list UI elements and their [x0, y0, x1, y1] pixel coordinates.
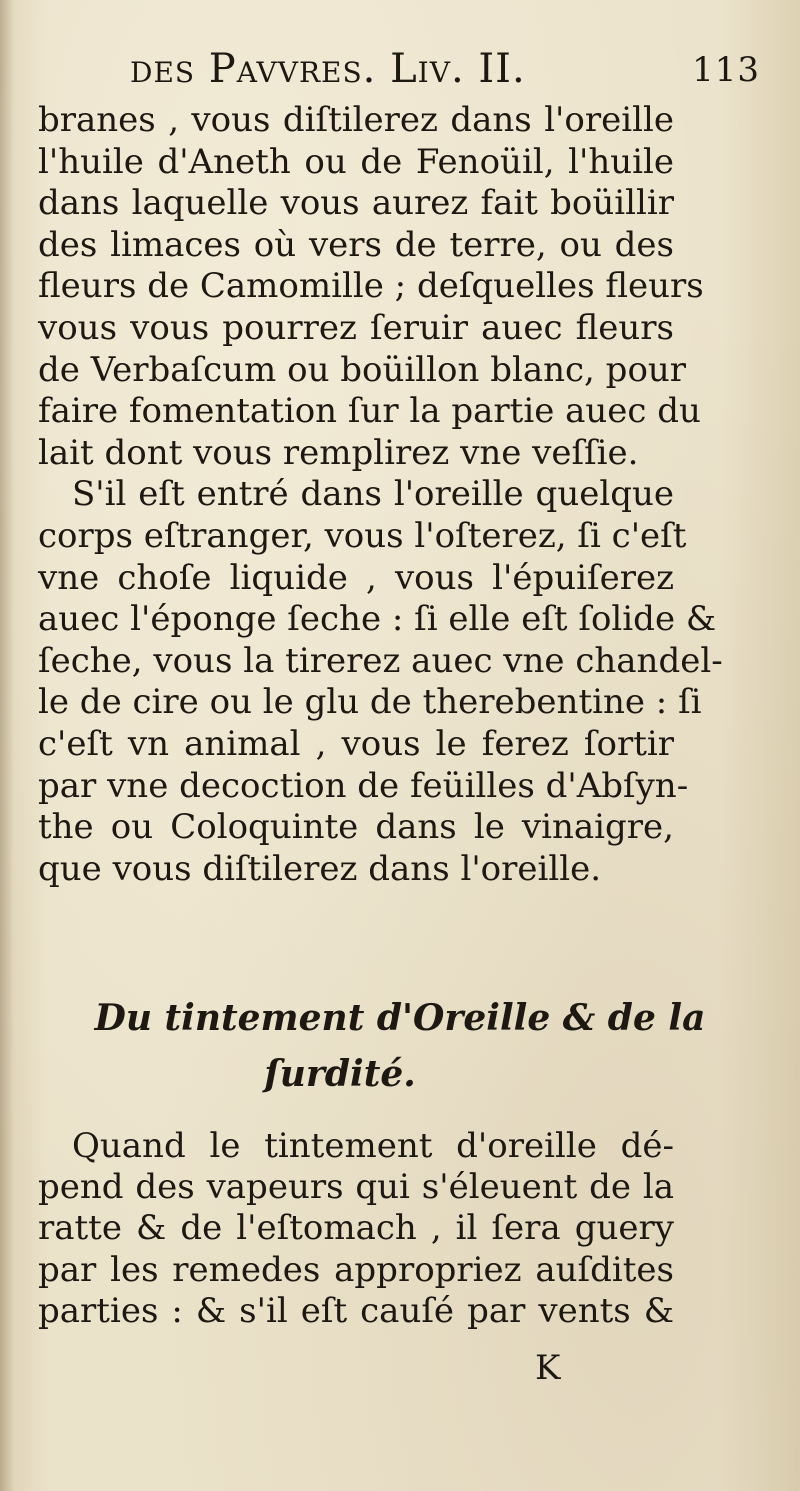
text-block-upper: [38, 100, 723, 890]
running-head: [130, 46, 760, 96]
text-line: auec l'éponge ſeche : ſi elle eſt ſolide &: [38, 599, 717, 640]
text-line: que vous diſtilerez dans l'oreille.: [38, 848, 602, 889]
page-gutter-shadow: [0, 0, 14, 1491]
paragraph-continued: [38, 100, 704, 474]
text-line: faire fomentation ſur la partie auec du: [38, 391, 701, 432]
text-line: des limaces où vers de terre, ou des: [38, 224, 674, 265]
text-line: dans laquelle vous aurez fait boüillir: [38, 183, 674, 224]
text-block-lower: [38, 1126, 674, 1332]
section-heading-line: ſurdité.: [264, 1053, 416, 1095]
text-line: lait dont vous remplirez vne veſſie.: [38, 432, 639, 473]
text-line: de Verbaſcum ou boüillon blanc, pour: [38, 349, 687, 390]
page-number: 113: [692, 50, 760, 90]
paragraph-tinnitus: [38, 1126, 674, 1332]
text-line: parties : & s'il eſt cauſé par vents &: [38, 1290, 674, 1331]
text-line: Quand le tintement d'oreille dé-: [72, 1126, 674, 1166]
text-line: le de cire ou le glu de therebentine : ſi: [38, 682, 702, 723]
text-line: fleurs de Camomille ; deſquelles fleurs: [38, 266, 704, 307]
catchword: K: [535, 1348, 561, 1388]
running-head-title: des Pavvres. Liv. II.: [130, 46, 526, 92]
text-line: S'il eſt entré dans l'oreille quelque: [72, 474, 674, 515]
text-line: vous vous pourrez ſeruir auec fleurs: [38, 307, 674, 348]
text-line: par les remedes appropriez auſdites: [38, 1249, 674, 1290]
paragraph-foreign-body: [38, 474, 723, 890]
text-line: ſeche, vous la tirerez auec vne chandel-: [38, 640, 723, 681]
section-heading: [0, 990, 800, 1102]
section-heading-line: Du tintement d'Oreille & de la: [94, 997, 706, 1039]
text-line: c'eſt vn animal , vous le ferez ſortir: [38, 723, 674, 764]
text-line: the ou Coloquinte dans le vinaigre,: [38, 807, 674, 848]
text-line: vne choſe liquide , vous l'épuiſerez: [38, 557, 674, 598]
text-line: branes , vous diſtilerez dans l'oreille: [38, 100, 674, 140]
text-line: par vne decoction de feüilles d'Abſyn-: [38, 765, 689, 806]
text-line: pend des vapeurs qui s'éleuent de la: [38, 1167, 674, 1208]
text-line: ratte & de l'eſtomach , il ſera guery: [38, 1208, 674, 1249]
text-line: l'huile d'Aneth ou de Fenoüil, l'huile: [38, 141, 674, 182]
text-line: corps eſtranger, vous l'oſterez, ſi c'eſt: [38, 515, 687, 556]
